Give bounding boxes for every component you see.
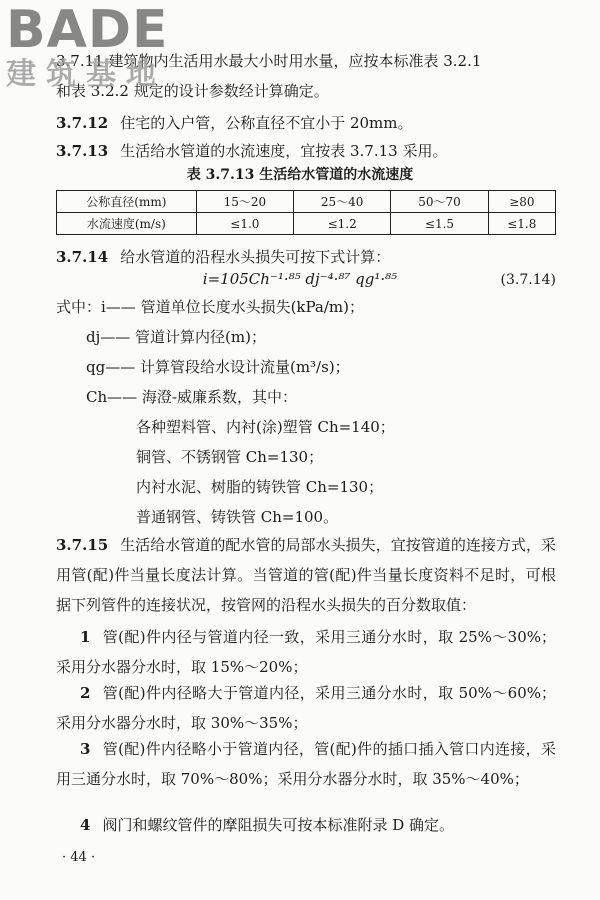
clause-3-7-11-line1: 3.7.11 建筑物内生活用水最大小时用水量，应按本标准表 3.2.1 <box>56 52 482 70</box>
clause-3-7-11-line2: 和表 3.2.2 规定的设计参数经计算确定。 <box>56 82 329 100</box>
table-cell: 水流速度(m/s) <box>57 213 197 235</box>
clause-3-7-12 <box>56 108 556 138</box>
clause-3-7-13 <box>56 136 556 166</box>
clause-text: 给水管道的沿程水头损失可按下式计算： <box>120 248 391 266</box>
table-row <box>57 191 556 213</box>
head-loss-formula: i=105Ch⁻¹·⁸⁵ dj⁻⁴·⁸⁷ qg¹·⁸⁵ <box>202 270 398 288</box>
watermark-logo <box>6 0 181 99</box>
table-cell: 公称直径(mm) <box>57 191 197 213</box>
table-cell: 50～70 <box>391 191 488 213</box>
table-cell: 15～20 <box>196 191 293 213</box>
item-2 <box>56 678 556 738</box>
item-number: 4 <box>80 816 91 834</box>
table-cell: ≤1.5 <box>391 213 488 235</box>
page-number: · 44 · <box>62 850 96 865</box>
clause-text: 住宅的入户管，公称直径不宜小于 20mm。 <box>120 114 413 132</box>
clause-number: 3.7.12 <box>56 114 109 132</box>
def-ch: Ch—— 海澄-威廉系数，其中： <box>86 388 297 406</box>
def-dj: dj—— 管道计算内径(m)； <box>86 328 266 346</box>
def-ch-copper: 铜管、不锈钢管 Ch=130； <box>136 448 324 466</box>
table-cell: ≥80 <box>488 191 555 213</box>
clause-text: 生活给水管道的水流速度，宜按表 3.7.13 采用。 <box>120 142 448 160</box>
table-caption: 表 3.7.13 生活给水管道的水流速度 <box>186 167 414 183</box>
def-ch-lined-iron: 内衬水泥、树脂的铸铁管 Ch=130； <box>136 478 384 496</box>
table-row <box>57 213 556 235</box>
clause-number: 3.7.13 <box>56 142 109 160</box>
flow-velocity-table <box>56 190 556 235</box>
item-number: 3 <box>80 740 91 758</box>
item-text: 阀门和螺纹管件的摩阻损失可按本标准附录 D 确定。 <box>102 816 455 834</box>
def-ch-plastic: 各种塑料管、内衬(涂)塑管 Ch=140； <box>136 418 395 436</box>
logo-wordmark: BADE <box>6 0 169 60</box>
item-3 <box>56 734 556 794</box>
item-text: 管(配)件内径略大于管道内径，采用三通分水时，取 50%～60%；采用分水器分水时，取 30%～35%； <box>56 684 556 732</box>
clause-number: 3.7.15 <box>56 536 109 554</box>
equation-number: (3.7.14) <box>500 272 556 288</box>
item-number: 1 <box>80 628 91 646</box>
def-ch-steel: 普通钢管、铸铁管 Ch=100。 <box>136 508 339 526</box>
def-qg: qg—— 计算管段给水设计流量(m³/s)； <box>86 358 350 376</box>
item-number: 2 <box>80 684 91 702</box>
clause-text: 生活给水管道的配水管的局部水头损失，宜按管道的连接方式，采用管(配)件当量长度法计算。当管道的管(配)件当量长度资料不足时，可根据下列管件的连接状况，按管网的沿程水头损失的百分数取值： <box>56 536 556 614</box>
clause-3-7-14 <box>56 242 556 272</box>
logo-subtitle: 建筑基地 <box>6 57 166 92</box>
table-cell: 25～40 <box>294 191 391 213</box>
clause-number: 3.7.14 <box>56 248 109 266</box>
table-cell: ≤1.0 <box>196 213 293 235</box>
def-i: 式中：i—— 管道单位长度水头损失(kPa/m)； <box>56 298 364 316</box>
item-text: 管(配)件内径略小于管道内径，管(配)件的插口插入管口内连接，采用三通分水时，取 70%～80%；采用分水器分水时，取 35%～40%； <box>56 740 556 788</box>
item-4 <box>56 810 556 840</box>
table-cell: ≤1.2 <box>294 213 391 235</box>
item-1 <box>56 622 556 682</box>
item-text: 管(配)件内径与管道内径一致，采用三通分水时，取 25%～30%；采用分水器分水时，取 15%～20%； <box>56 628 556 676</box>
table-cell: ≤1.8 <box>488 213 555 235</box>
clause-3-7-15 <box>56 530 556 620</box>
